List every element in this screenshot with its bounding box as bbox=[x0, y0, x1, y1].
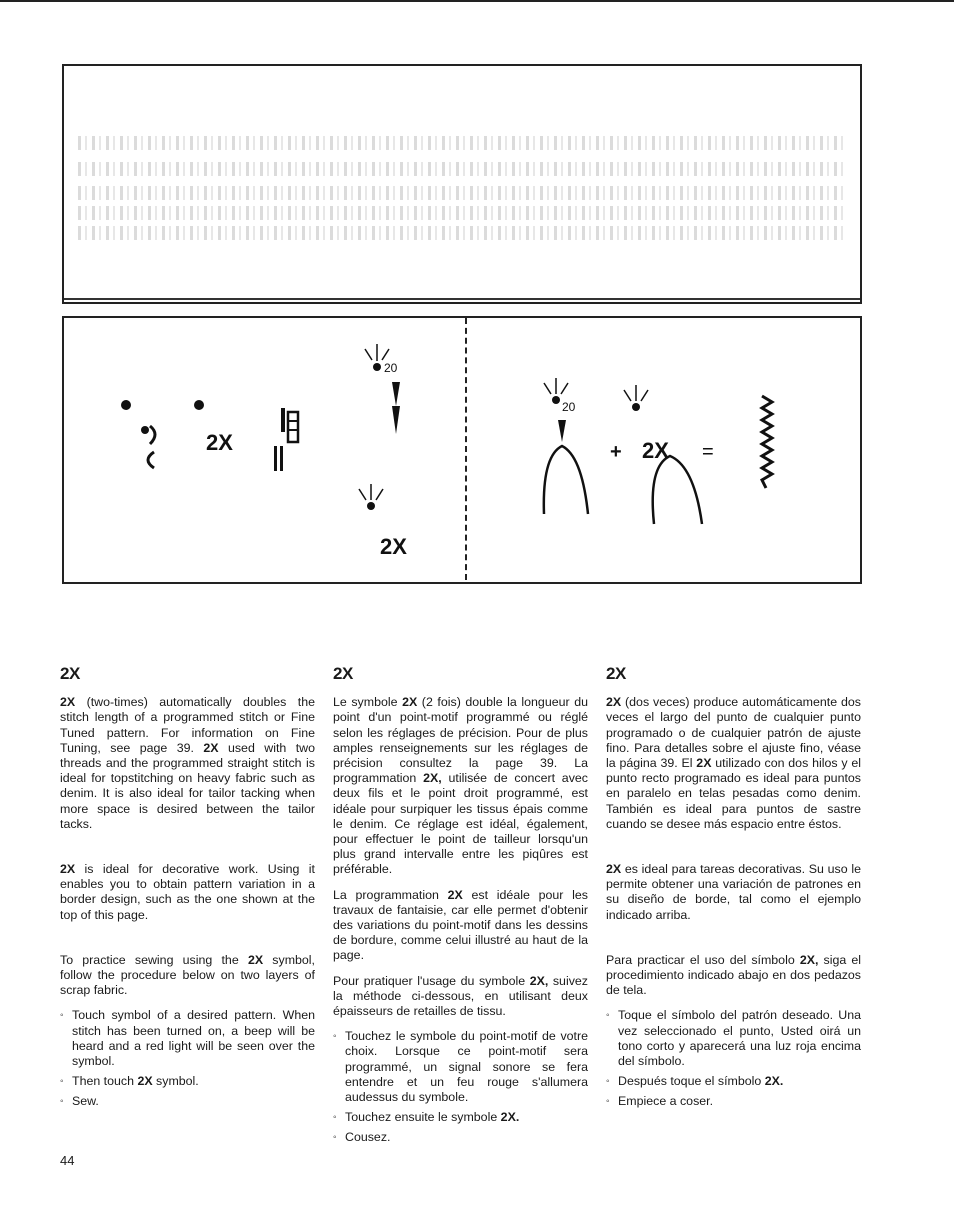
equals-sign: = bbox=[702, 441, 714, 463]
reverse-symbol-icon bbox=[148, 452, 154, 468]
stitch-number-label: 20 bbox=[384, 361, 398, 375]
stitch-pattern-row bbox=[78, 186, 846, 200]
english-paragraph-2: 2X is ideal for decorative work. Using it enables you to obtain pattern variation in a border design, such as the one shown at the top of this page. bbox=[60, 862, 315, 922]
stitch-sample-panel bbox=[62, 64, 862, 304]
spanish-column bbox=[606, 666, 861, 1115]
2x-symbol-label: 2X bbox=[642, 438, 669, 463]
stitch-pattern-row bbox=[78, 162, 846, 176]
stitch-number-label: 20 bbox=[562, 400, 576, 414]
list-item: ◦ Touch symbol of a desired pattern. When stitch has been turned on, a beep will be heard and a red light will be seen over the symbol. bbox=[60, 1008, 315, 1069]
spanish-steps-list bbox=[606, 1008, 861, 1109]
beep-light-icon bbox=[359, 484, 383, 510]
english-paragraph-3: To practice sewing using the 2X symbol, follow the procedure below on two layers of scrap fabric. bbox=[60, 952, 315, 998]
english-column bbox=[60, 666, 315, 1115]
french-paragraph-1: Le symbole 2X (2 fois) double la longueur du point d'un point-motif programmé ou réglé selon les réglages de précision. Pour de plus amples renseignements sur les réglages de précision consultez la page 39. La programmation 2X, utilisée de concert avec deux fils et le point droit programmé, est idéale pour surpiquer les tissus épais comme le denim. Ce réglage est idéal, également, pour effectuer le point de tailleur lorsqu'un plus grand intervalle entre les piqûres est préférable. bbox=[333, 695, 588, 877]
french-column bbox=[333, 666, 588, 1151]
beep-light-icon bbox=[624, 385, 648, 411]
top-rule bbox=[0, 0, 954, 2]
finger-touch-icon bbox=[653, 456, 702, 524]
straight-stitch-icon bbox=[392, 382, 400, 434]
english-paragraph-1: 2X (two-times) automatically doubles the stitch length of a programmed stitch or Fine Tuned pattern. For information on Fine Tuning, see page 39. 2X used with two threads and the programmed straight stitch is ideal for topstitching on heavy fabric such as denim. It is also ideal for tailor tacking when more space is desired between the tailor tacks. bbox=[60, 695, 316, 831]
list-item: ◦ Toque el símbolo del patrón deseado. Una vez seleccionado el punto, Usted oirá un tono corto y aparecerá una luz roja encima del símbolo. bbox=[606, 1008, 861, 1069]
english-heading: 2X bbox=[60, 664, 80, 683]
page-number: 44 bbox=[60, 1153, 75, 1168]
list-item: ◦ Empiece a coser. bbox=[606, 1094, 861, 1109]
french-steps-list bbox=[333, 1029, 588, 1145]
list-item: ◦ Touchez ensuite le symbole 2X. bbox=[333, 1110, 588, 1125]
spanish-paragraph-2: 2X es ideal para tareas decorativas. Su uso le permite obtener una variación de patrones en su diseño de borde, tal como el ejemplo indicado arriba. bbox=[606, 862, 861, 922]
spanish-heading: 2X bbox=[606, 664, 626, 683]
list-item: ◦ Cousez. bbox=[333, 1130, 588, 1145]
straight-stitch-icon bbox=[558, 420, 566, 442]
french-paragraph-3: Pour pratiquer l'usage du symbole 2X, suivez la méthode ci-dessous, en utilisant deux épaisseurs de retailles de tissu. bbox=[333, 973, 588, 1019]
list-item: ◦ Después toque el símbolo 2X. bbox=[606, 1074, 861, 1089]
list-item: ◦ Sew. bbox=[60, 1094, 315, 1109]
instruction-illustration bbox=[62, 316, 862, 584]
2x-symbol-label: 2X bbox=[206, 430, 233, 455]
stitch-pattern-row bbox=[78, 226, 846, 240]
list-item: ◦ Then touch 2X symbol. bbox=[60, 1074, 315, 1089]
panel-rule bbox=[64, 298, 860, 300]
spanish-paragraph-1: 2X (dos veces) produce automáticamente dos veces el largo del punto de cualquier punto programado o de cualquier patrón de ajuste fino. Para detalles sobre el ajuste fino, véase la página 39. El 2X utilizado con dos hilos y el punto recto programado es ideal para puntos en paralelo en telas pesadas como denim. También es ideal para puntos de sastre cuando se desee más espacio entre éstos. bbox=[606, 695, 861, 831]
indicator-lights bbox=[121, 400, 204, 434]
spanish-paragraph-3: Para practicar el uso del símbolo 2X, siga el procedimiento indicado abajo en dos pedazos de tela. bbox=[606, 952, 861, 998]
stitch-pattern-row bbox=[78, 206, 846, 220]
finger-touch-icon bbox=[544, 446, 588, 514]
list-item: ◦ Touchez le symbole du point-motif de votre choix. Lorsque ce point-motif sera programmé, un signal sonore se fera entendre et un feu rouge s'allumera audessus du symbole. bbox=[333, 1029, 588, 1105]
mirror-symbol-icon bbox=[150, 426, 155, 444]
stitch-pattern-row bbox=[78, 136, 846, 150]
2x-result-label: 2X bbox=[380, 534, 407, 559]
english-steps-list bbox=[60, 1008, 315, 1109]
doubled-stitch-result-icon bbox=[762, 396, 772, 488]
french-paragraph-2: La programmation 2X est idéale pour les travaux de fantaisie, car elle permet d'obtenir des variations du point-motif dans les dessins de bordure, comme celui illustré au haut de la page. bbox=[333, 887, 588, 963]
twin-needle-icon bbox=[274, 408, 298, 471]
french-heading: 2X bbox=[333, 664, 353, 683]
plus-sign: + bbox=[610, 441, 622, 463]
